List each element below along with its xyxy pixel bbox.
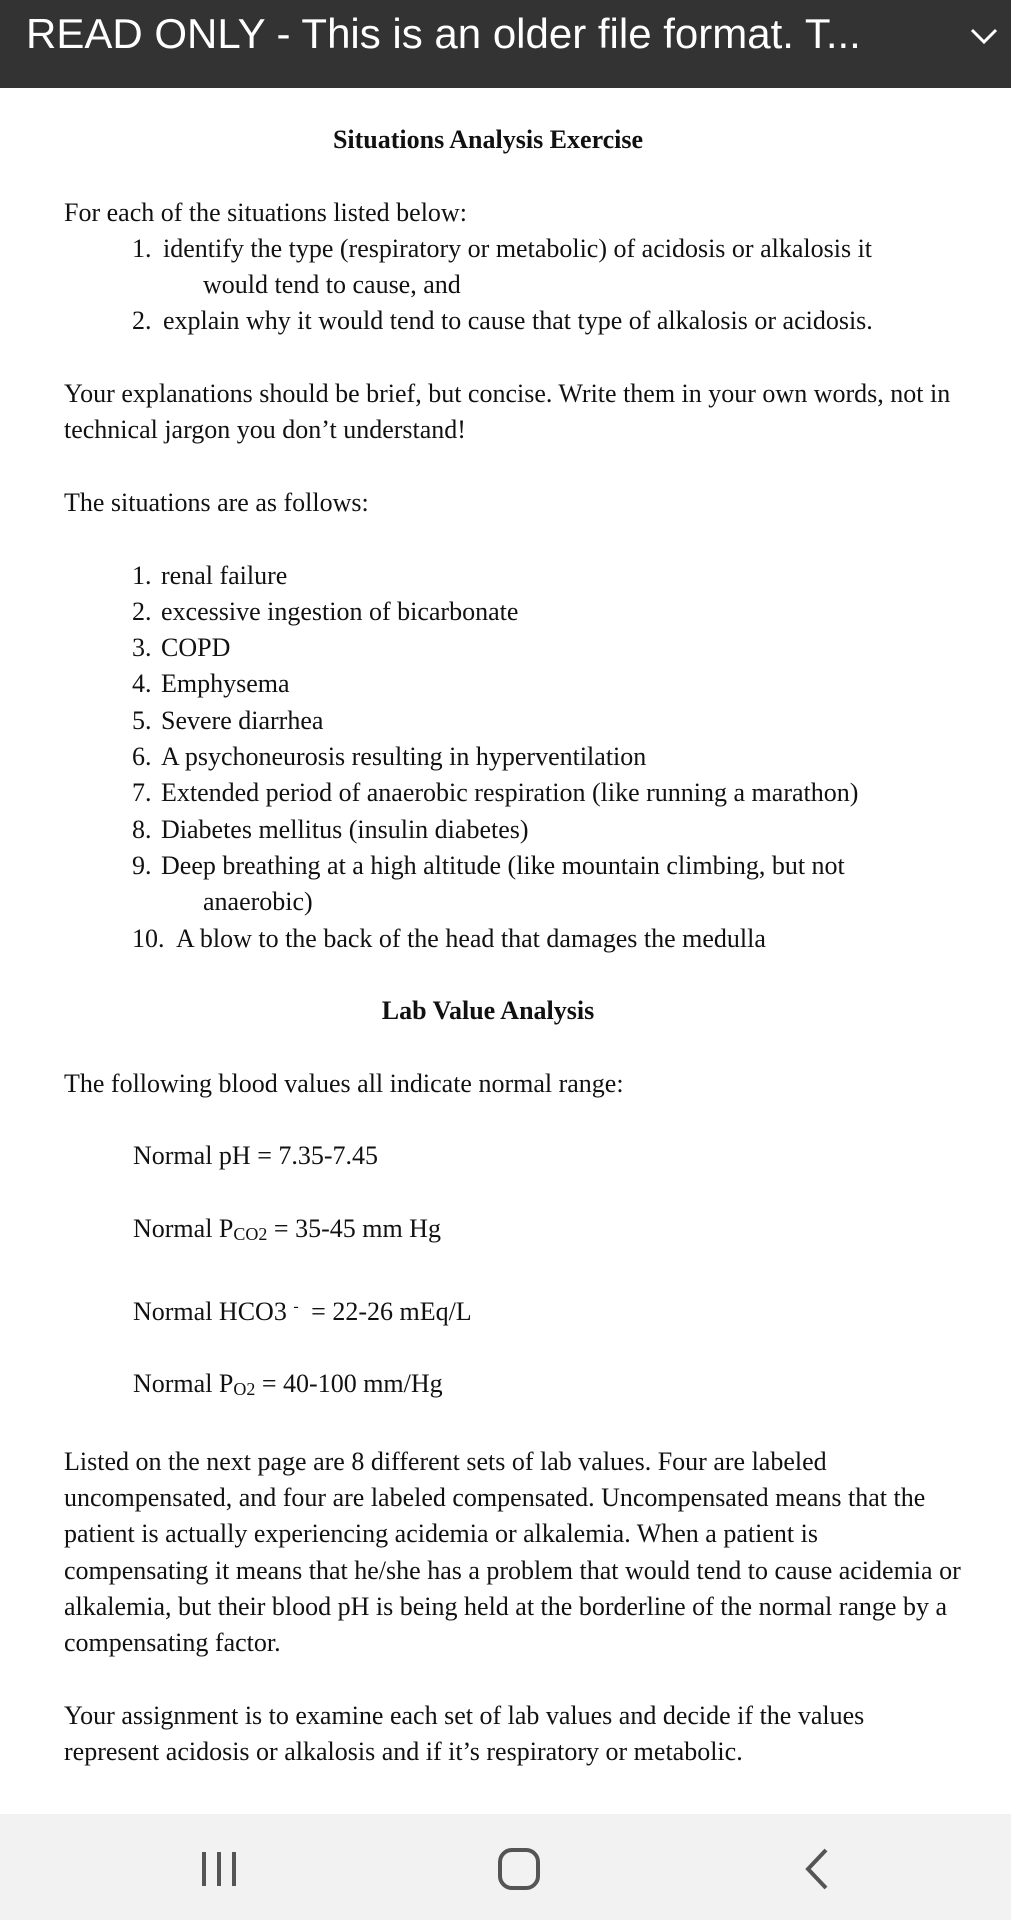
home-icon[interactable]: [494, 1844, 544, 1894]
step-item: [64, 231, 964, 304]
intro-text: For each of the situations listed below:: [64, 197, 467, 227]
situation-item: [64, 775, 964, 811]
situation-text: A psychoneurosis resulting in hyperventilation: [161, 742, 647, 772]
step-number: 1.: [132, 233, 152, 263]
po2-label: Normal P: [133, 1369, 234, 1399]
step-item: [64, 303, 964, 339]
pco2-value: = 35-45 mm Hg: [273, 1213, 441, 1243]
situation-text: COPD: [161, 633, 231, 663]
assignment-paragraph: Your assignment is to examine each set of lab values and decide if the values represent acidosis or alkalosis and if it’s respiratory or metabolic.: [64, 1700, 865, 1767]
situation-item: [64, 703, 964, 739]
explanation-paragraph: Your explanations should be brief, but concise. Write them in your own words, not in technical jargon you don’t understand!: [64, 379, 951, 445]
chevron-down-icon[interactable]: [968, 20, 1000, 52]
step-text: identify the type (respiratory or metabolic) of acidosis or alkalosis it: [163, 233, 873, 263]
heading-situations: Situations Analysis Exercise: [332, 125, 644, 154]
document-page: [64, 88, 964, 1770]
situations-intro: The situations are as follows:: [64, 487, 369, 517]
hco3-label: Normal HCO3: [133, 1296, 287, 1326]
situation-text: Severe diarrhea: [161, 705, 324, 735]
situation-text: Extended period of anaerobic respiration (like running a marathon): [161, 778, 859, 808]
lab-pco2: [64, 1211, 964, 1252]
recent-apps-icon[interactable]: [194, 1844, 244, 1894]
ph-value: = 7.35-7.45: [257, 1141, 379, 1171]
situation-item: [64, 594, 964, 630]
ph-label: Normal pH: [133, 1141, 251, 1171]
situation-text: Diabetes mellitus (insulin diabetes): [161, 814, 529, 844]
situation-number: 3.: [132, 633, 152, 663]
situation-number: 10.: [132, 923, 165, 953]
situation-text: excessive ingestion of bicarbonate: [161, 596, 519, 626]
hco3-superscript: -: [293, 1297, 299, 1315]
situation-number: 1.: [132, 560, 152, 590]
situation-number: 9.: [132, 850, 152, 880]
read-only-banner[interactable]: [0, 0, 1011, 88]
situation-item: [64, 630, 964, 666]
situation-number: 2.: [132, 596, 152, 626]
step-continuation: would tend to cause, and: [203, 270, 461, 300]
lab-hco3: [64, 1289, 964, 1330]
heading-lab-value: Lab Value Analysis: [381, 996, 595, 1026]
situation-number: 5.: [132, 705, 152, 735]
situation-item: [64, 812, 964, 848]
situation-number: 8.: [132, 814, 152, 844]
situation-number: 6.: [132, 742, 152, 772]
hco3-value: = 22-26 mEq/L: [311, 1296, 472, 1326]
step-number: 2.: [132, 306, 152, 336]
situation-text: A blow to the back of the head that damages the medulla: [176, 923, 766, 953]
pco2-subscript: CO2: [233, 1223, 268, 1244]
system-nav-bar: [0, 1814, 1011, 1920]
step-text: explain why it would tend to cause that type of alkalosis or acidosis.: [163, 306, 873, 336]
situation-item: [64, 848, 964, 921]
situation-continuation: anaerobic): [203, 887, 313, 917]
lab-intro: The following blood values all indicate normal range:: [64, 1068, 624, 1098]
lab-ph: [64, 1138, 964, 1174]
pco2-label: Normal P: [133, 1213, 234, 1243]
po2-subscript: O2: [233, 1379, 256, 1400]
situation-item: [64, 921, 964, 957]
situation-text: Emphysema: [161, 669, 290, 699]
banner-text: READ ONLY - This is an older file format. T...: [26, 10, 861, 57]
situation-item: [64, 558, 964, 594]
situation-text: renal failure: [161, 560, 288, 590]
back-icon[interactable]: [794, 1844, 844, 1894]
situation-text: Deep breathing at a high altitude (like mountain climbing, but not: [161, 850, 845, 880]
po2-value: = 40-100 mm/Hg: [261, 1369, 443, 1399]
situation-item: [64, 739, 964, 775]
situation-number: 4.: [132, 669, 152, 699]
situation-item: [64, 666, 964, 702]
situation-number: 7.: [132, 778, 152, 808]
lab-po2: [64, 1366, 964, 1407]
listed-paragraph: Listed on the next page are 8 different sets of lab values. Four are labeled uncompensated, and four are labeled compensated. Uncompensated means that the patient is actually experiencing acidemia or alkalemia. When a patient is compensating it means that he/she has a problem that would tend to cause acidemia or alkalemia, but their blood pH is being held at the borderline of the normal range by a compensating factor.: [64, 1446, 961, 1658]
